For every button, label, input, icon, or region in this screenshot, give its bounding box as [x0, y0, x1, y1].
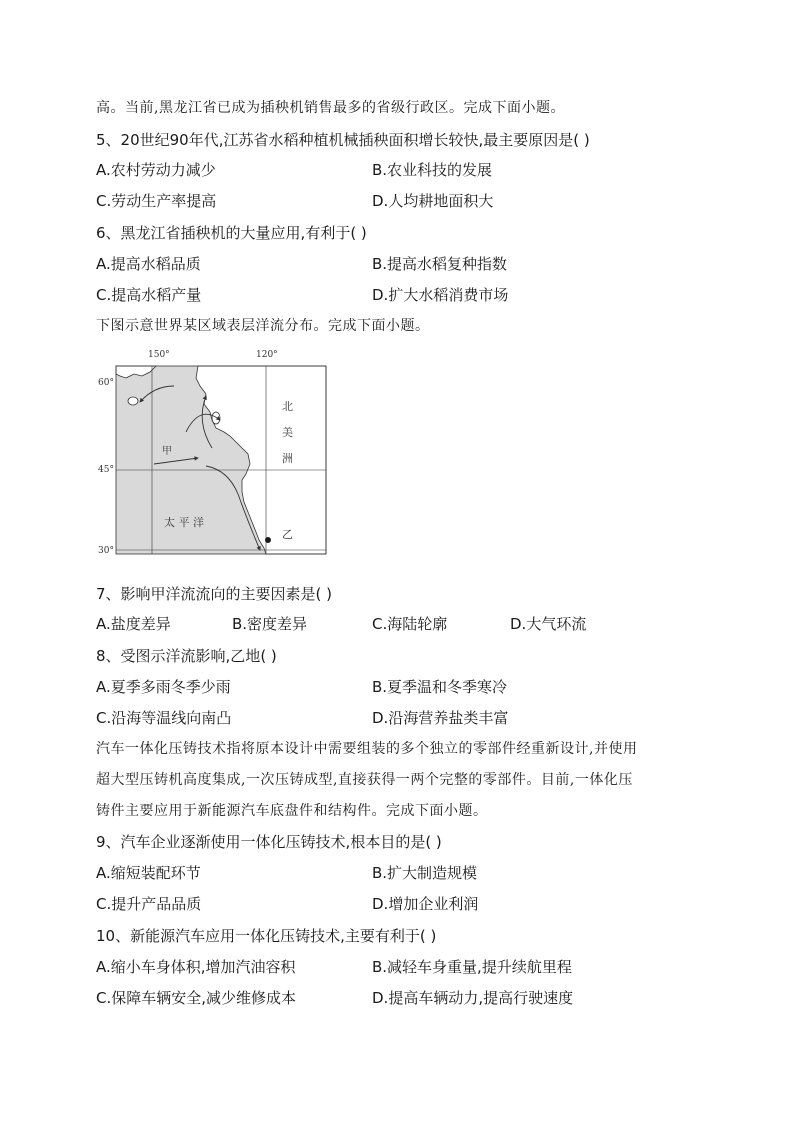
q7-option-b: B.密度差异 — [232, 615, 308, 633]
lon-label-150: 150° — [148, 350, 170, 360]
place-label-yi: 乙 — [282, 528, 293, 541]
q10-option-b: B.减轻车身重量,提升续航里程 — [372, 958, 572, 976]
passage-line-2: 超大型压铸机高度集成,一次压铸成型,直接获得一两个完整的零部件。目前,一体化压 — [96, 772, 633, 788]
q8-option-a: A.夏季多雨冬季少雨 — [96, 678, 231, 696]
place-yi-point — [265, 537, 271, 543]
q8-option-d: D.沿海营养盐类丰富 — [372, 709, 509, 727]
map-intro: 下图示意世界某区域表层洋流分布。完成下面小题。 — [96, 318, 430, 334]
island-1 — [128, 397, 138, 405]
question-10-stem: 10、新能源汽车应用一体化压铸技术,主要有利于( ) — [96, 927, 437, 945]
lon-label-120: 120° — [256, 350, 278, 360]
q6-option-c: C.提高水稻产量 — [96, 286, 202, 304]
q6-option-a: A.提高水稻品质 — [96, 255, 201, 273]
q5-option-c: C.劳动生产率提高 — [96, 192, 217, 210]
lat-label-60: 60° — [98, 378, 114, 388]
q5-option-a: A.农村劳动力减少 — [96, 161, 216, 179]
current-label-jia: 甲 — [162, 446, 172, 457]
q9-option-a: A.缩短装配环节 — [96, 864, 201, 882]
q9-option-b: B.扩大制造规模 — [372, 864, 478, 882]
question-8-stem: 8、受图示洋流影响,乙地( ) — [96, 647, 277, 665]
passage-line-1: 汽车一体化压铸技术指将原本设计中需要组装的多个独立的零部件经重新设计,并使用 — [96, 741, 638, 757]
continent-label-3: 洲 — [282, 452, 293, 465]
question-6-stem: 6、黑龙江省插秧机的大量应用,有利于( ) — [96, 224, 367, 242]
passage-line-3: 铸件主要应用于新能源汽车底盘件和结构件。完成下面小题。 — [96, 803, 488, 819]
intro-text: 高。当前,黑龙江省已成为插秧机销售最多的省级行政区。完成下面小题。 — [96, 100, 565, 116]
q6-option-b: B.提高水稻复种指数 — [372, 255, 508, 273]
continent-label-1: 北 — [282, 400, 293, 413]
q10-option-d: D.提高车辆动力,提高行驶速度 — [372, 989, 574, 1007]
q6-option-d: D.扩大水稻消费市场 — [372, 286, 509, 304]
q7-option-c: C.海陆轮廓 — [372, 615, 448, 633]
q5-option-d: D.人均耕地面积大 — [372, 192, 494, 210]
continent-label-2: 美 — [282, 426, 293, 439]
q10-option-c: C.保障车辆安全,减少维修成本 — [96, 989, 297, 1007]
q9-option-d: D.增加企业利润 — [372, 895, 479, 913]
q8-option-c: C.沿海等温线向南凸 — [96, 709, 232, 727]
q9-option-c: C.提升产品品质 — [96, 895, 202, 913]
q7-option-a: A.盐度差异 — [96, 615, 171, 633]
q5-option-b: B.农业科技的发展 — [372, 161, 493, 179]
island-2 — [212, 412, 220, 424]
question-7-stem: 7、影响甲洋流流向的主要因素是( ) — [96, 585, 333, 603]
lat-label-45: 45° — [98, 465, 114, 475]
lat-label-30: 30° — [98, 546, 114, 556]
ocean-current-map — [96, 346, 336, 564]
q10-option-a: A.缩小车身体积,增加汽油容积 — [96, 958, 296, 976]
q7-option-d: D.大气环流 — [510, 615, 587, 633]
question-5-stem: 5、20世纪90年代,江苏省水稻种植机械插秧面积增长较快,最主要原因是( ) — [96, 131, 590, 149]
ocean-label: 太 平 洋 — [164, 516, 204, 529]
q8-option-b: B.夏季温和冬季寒冷 — [372, 678, 508, 696]
question-9-stem: 9、汽车企业逐渐使用一体化压铸技术,根本目的是( ) — [96, 833, 442, 851]
